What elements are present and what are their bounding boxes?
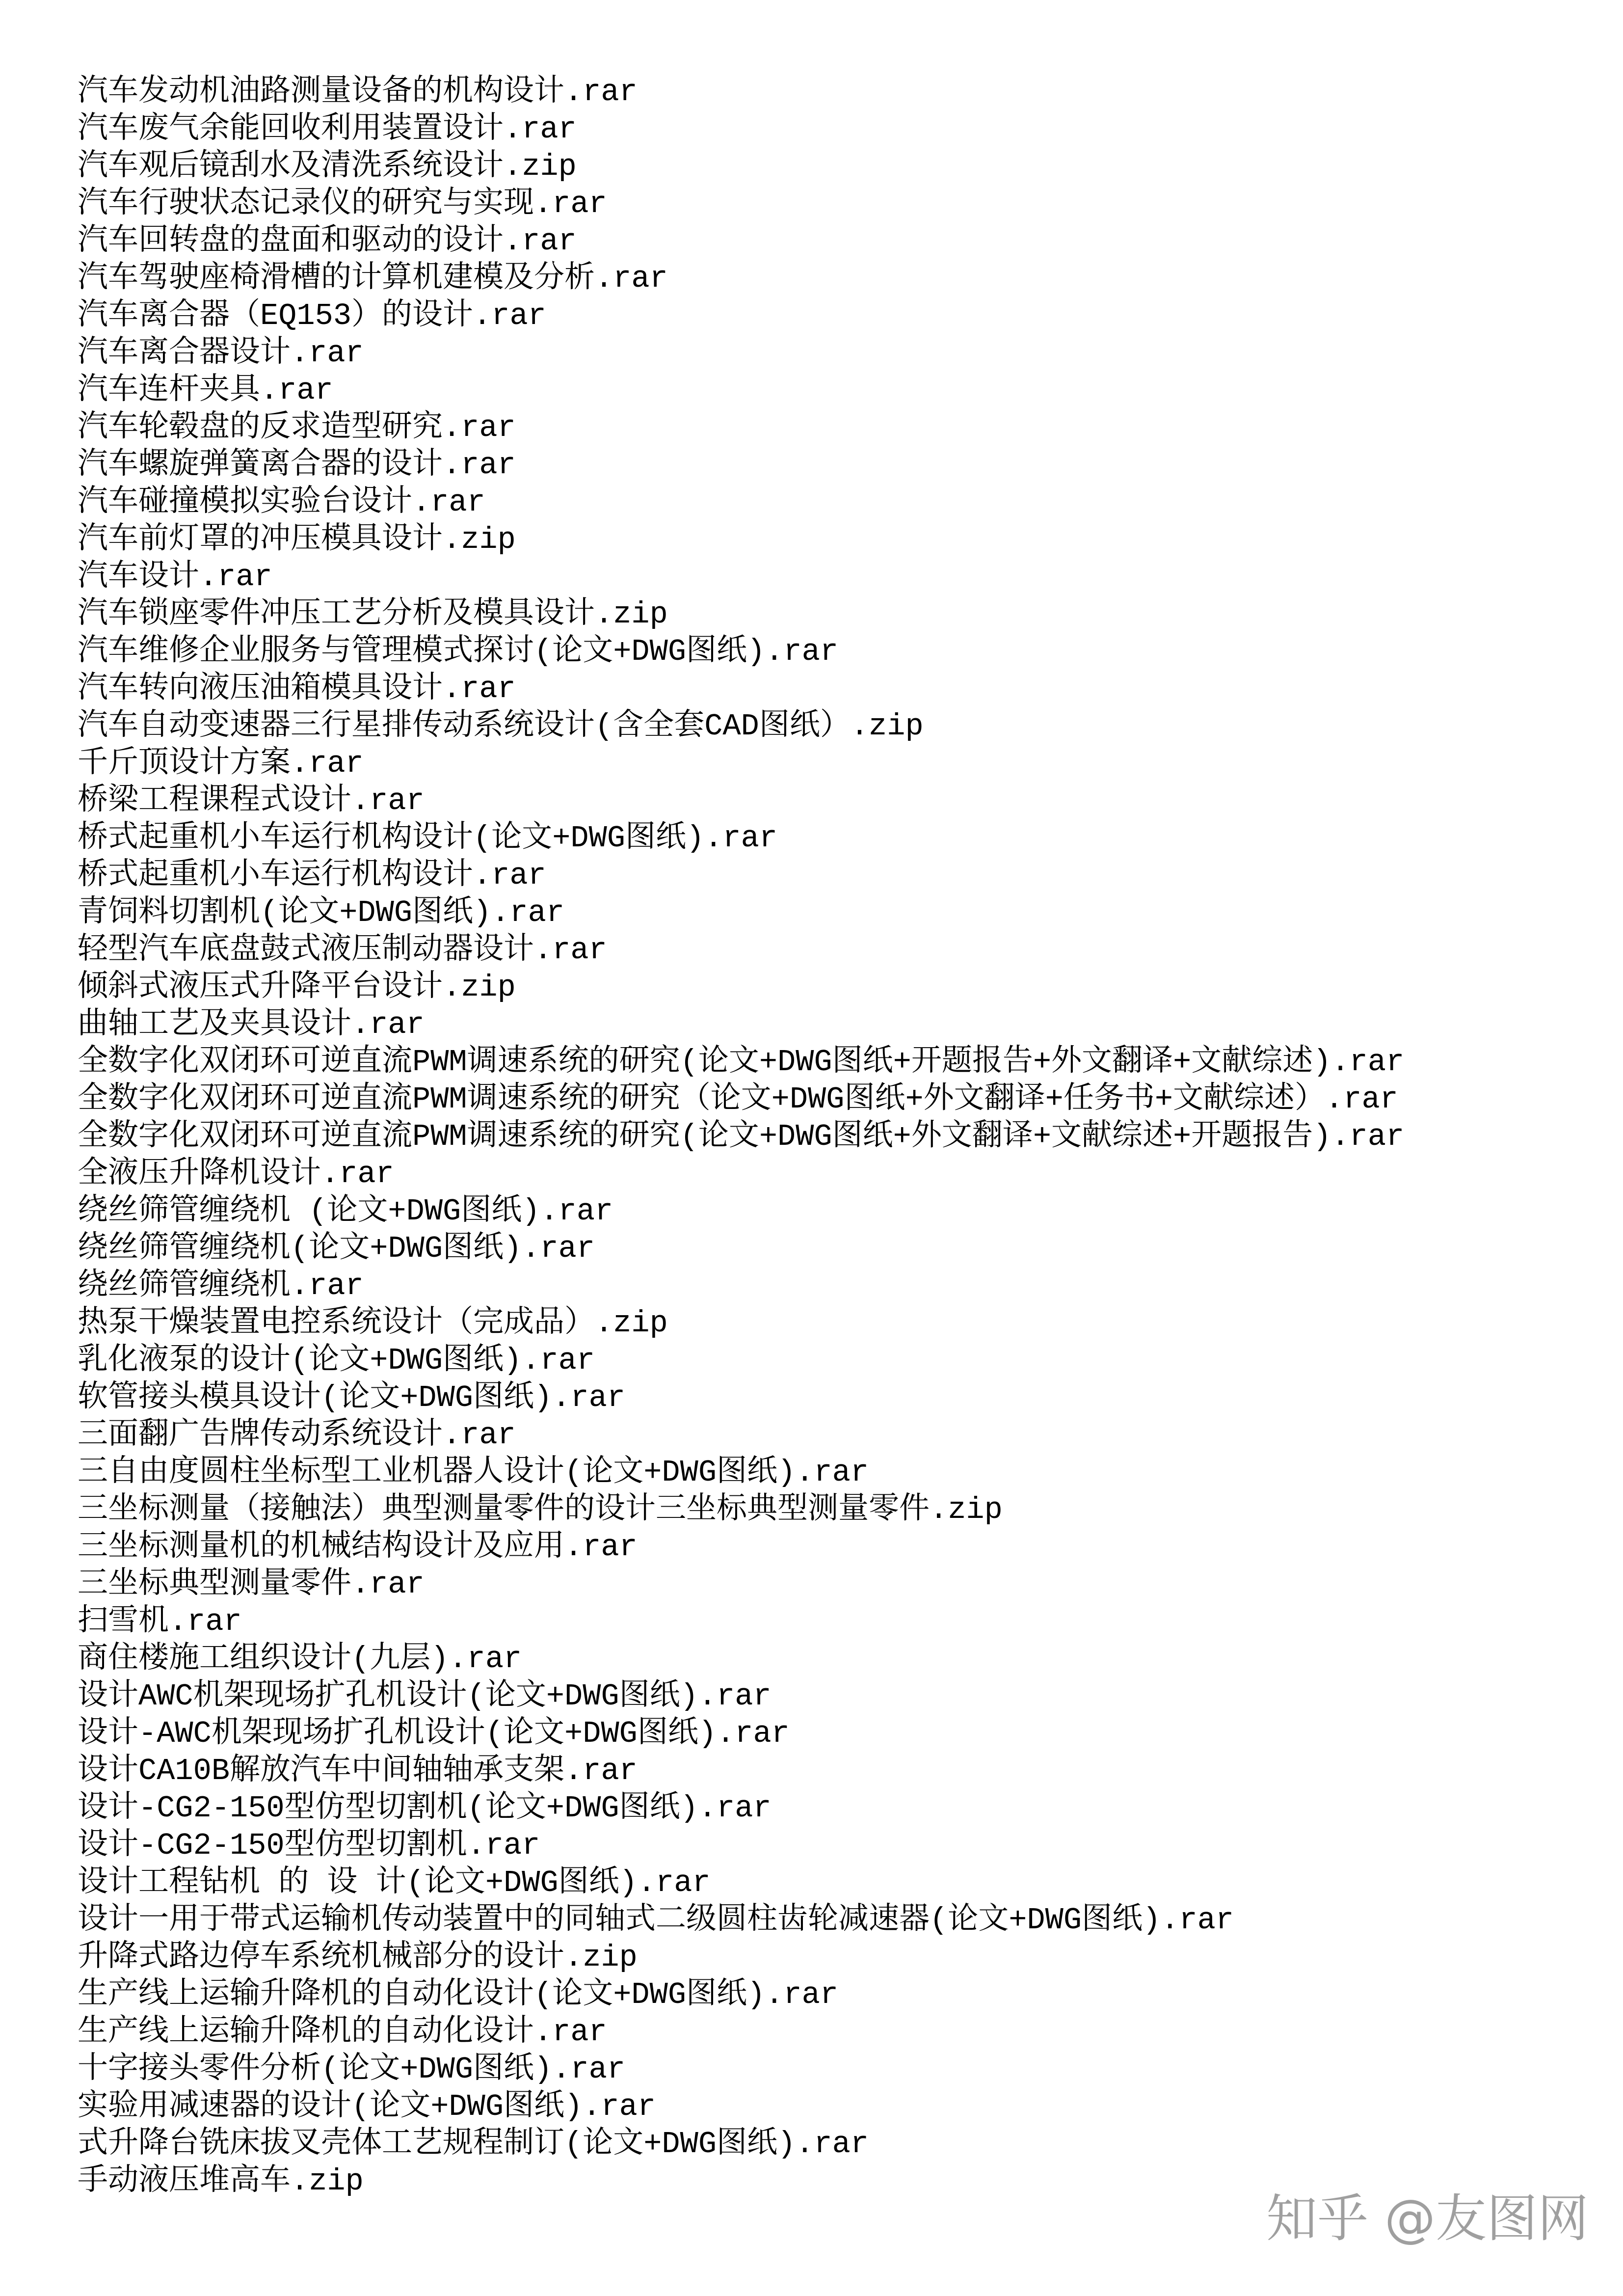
list-item: 商住楼施工组织设计(九层).rar: [78, 1642, 522, 1676]
list-item: 式升降台铣床拔叉壳体工艺规程制订(论文+DWG图纸).rar: [78, 2127, 869, 2161]
list-item: 绕丝筛管缠绕机 (论文+DWG图纸).rar: [78, 1194, 613, 1229]
list-item: 汽车观后镜刮水及清洗系统设计.zip: [78, 149, 577, 184]
list-item: 汽车驾驶座椅滑槽的计算机建模及分析.rar: [78, 261, 668, 296]
list-item: 设计AWC机架现场扩孔机设计(论文+DWG图纸).rar: [78, 1679, 772, 1714]
list-item: 设计-AWC机架现场扩孔机设计(论文+DWG图纸).rar: [78, 1716, 790, 1751]
list-item: 桥式起重机小车运行机构设计.rar: [78, 858, 546, 893]
list-item: 汽车自动变速器三行星排传动系统设计(含全套CAD图纸）.zip: [78, 709, 924, 744]
list-item: 汽车前灯罩的冲压模具设计.zip: [78, 522, 516, 557]
list-item: 青饲料切割机(论文+DWG图纸).rar: [78, 895, 565, 930]
list-item: 汽车连杆夹具.rar: [78, 373, 333, 408]
list-item: 汽车锁座零件冲压工艺分析及模具设计.zip: [78, 597, 668, 632]
list-item: 汽车转向液压油箱模具设计.rar: [78, 672, 516, 706]
watermark: 知乎 @友图网: [1266, 2188, 1589, 2248]
list-item: 汽车碰撞模拟实验台设计.rar: [78, 485, 485, 520]
list-item: 热泵干燥装置电控系统设计（完成品）.zip: [78, 1306, 668, 1341]
list-item: 生产线上运输升降机的自动化设计(论文+DWG图纸).rar: [78, 1977, 839, 2012]
list-item: 三坐标测量机的机械结构设计及应用.rar: [78, 1530, 638, 1565]
list-item: 乳化液泵的设计(论文+DWG图纸).rar: [78, 1343, 595, 1378]
list-item: 全液压升降机设计.rar: [78, 1157, 394, 1191]
list-item: 曲轴工艺及夹具设计.rar: [78, 1007, 425, 1042]
list-item: 十字接头零件分析(论文+DWG图纸).rar: [78, 2052, 626, 2087]
list-item: 扫雪机.rar: [78, 1604, 242, 1639]
list-item: 倾斜式液压式升降平台设计.zip: [78, 970, 516, 1005]
list-item: 软管接头模具设计(论文+DWG图纸).rar: [78, 1380, 626, 1415]
list-item: 升降式路边停车系统机械部分的设计.zip: [78, 1940, 638, 1975]
list-item: 桥式起重机小车运行机构设计(论文+DWG图纸).rar: [78, 821, 778, 856]
list-item: 全数字化双闭环可逆直流PWM调速系统的研究(论文+DWG图纸+开题报告+外文翻译+文献综述).rar: [78, 1045, 1405, 1080]
list-item: 汽车废气余能回收利用装置设计.rar: [78, 112, 577, 147]
list-item: 汽车离合器设计.rar: [78, 336, 364, 371]
list-item: 汽车离合器（EQ153）的设计.rar: [78, 298, 546, 333]
list-item: 设计-CG2-150型仿型切割机(论文+DWG图纸).rar: [78, 1791, 772, 1826]
list-item: 绕丝筛管缠绕机(论文+DWG图纸).rar: [78, 1231, 595, 1266]
list-item: 生产线上运输升降机的自动化设计.rar: [78, 2015, 607, 2050]
list-item: 汽车设计.rar: [78, 560, 272, 594]
list-item: 汽车回转盘的盘面和驱动的设计.rar: [78, 224, 577, 259]
list-item: 三面翻广告牌传动系统设计.rar: [78, 1418, 516, 1453]
list-item: 设计一用于带式运输机传动装置中的同轴式二级圆柱齿轮减速器(论文+DWG图纸).rar: [78, 1903, 1234, 1938]
list-item: 设计CA10B解放汽车中间轴轴承支架.rar: [78, 1754, 638, 1788]
list-item: 汽车螺旋弹簧离合器的设计.rar: [78, 448, 516, 483]
list-item: 设计-CG2-150型仿型切割机.rar: [78, 1828, 540, 1863]
list-item: 轻型汽车底盘鼓式液压制动器设计.rar: [78, 933, 607, 968]
list-item: 汽车维修企业服务与管理模式探讨(论文+DWG图纸).rar: [78, 634, 839, 669]
list-item: 绕丝筛管缠绕机.rar: [78, 1269, 364, 1303]
list-item: 汽车发动机油路测量设备的机构设计.rar: [78, 75, 638, 109]
list-item: 千斤顶设计方案.rar: [78, 746, 364, 781]
list-item: 全数字化双闭环可逆直流PWM调速系统的研究(论文+DWG图纸+外文翻译+文献综述+开题报告).rar: [78, 1119, 1405, 1154]
list-item: 桥梁工程课程式设计.rar: [78, 783, 425, 818]
list-item: 三坐标测量（接触法）典型测量零件的设计三坐标典型测量零件.zip: [78, 1492, 1003, 1527]
list-item: 三坐标典型测量零件.rar: [78, 1567, 425, 1602]
list-item: 汽车行驶状态记录仪的研究与实现.rar: [78, 187, 607, 221]
list-item: 设计工程钻机 的 设 计(论文+DWG图纸).rar: [78, 1865, 711, 1900]
list-item: 三自由度圆柱坐标型工业机器人设计(论文+DWG图纸).rar: [78, 1455, 869, 1490]
file-list: [78, 74, 1404, 2200]
list-item: 全数字化双闭环可逆直流PWM调速系统的研究（论文+DWG图纸+外文翻译+任务书+文献综述）.rar: [78, 1082, 1398, 1117]
list-item: 汽车轮毂盘的反求造型研究.rar: [78, 410, 516, 445]
list-item: 实验用减速器的设计(论文+DWG图纸).rar: [78, 2089, 656, 2124]
list-item: 手动液压堆高车.zip: [78, 2164, 364, 2199]
